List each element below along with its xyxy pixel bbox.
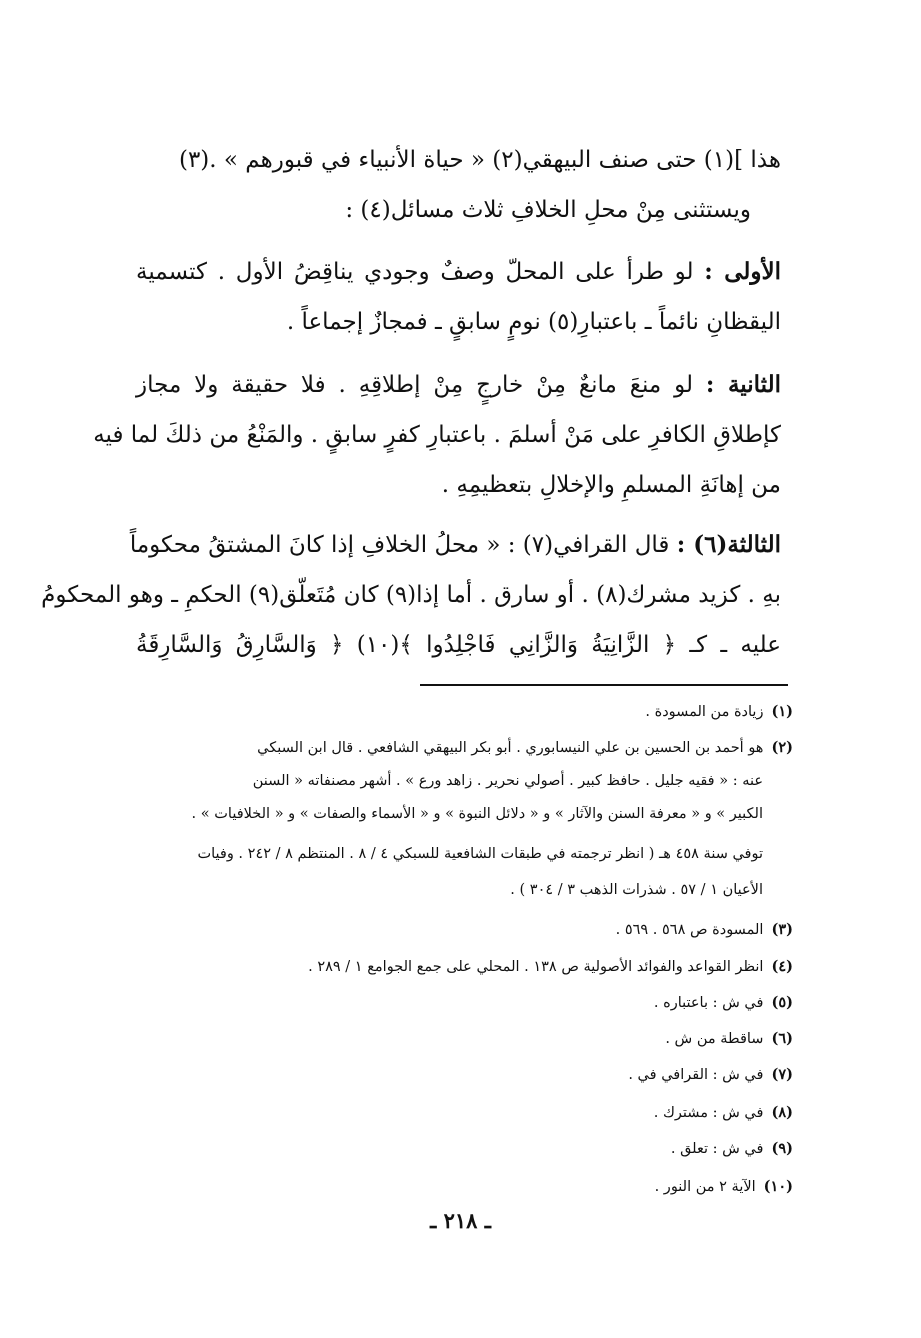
footnote-number: (٩) <box>771 1140 793 1157</box>
footnote-text: انظر القواعد والفوائد الأصولية ص ١٣٨ . المحلي على جمع الجوامع ١ / ٢٨٩ . <box>308 959 764 975</box>
footnote-3 <box>133 918 793 942</box>
footnote-text: في ش : مشترك . <box>653 1105 764 1121</box>
paragraph-second-line-1 <box>136 368 781 402</box>
paragraph-third-line-1 <box>129 528 781 562</box>
footnote-number: (١) <box>771 703 793 720</box>
footnote-4 <box>133 955 793 979</box>
footnote-8 <box>133 1101 793 1125</box>
footnote-2 <box>133 736 793 760</box>
footnote-text: المسودة ص ٥٦٨ . ٥٦٩ . <box>615 922 764 938</box>
paragraph-third-text-1: قال القرافي(٧) : « محلُ الخلافِ إذا كانَ المشتقُ محكوماً <box>129 532 677 558</box>
footnote-2-line-2: عنه : « فقيه جليل . حافظ كبير . أصولي نحرير . زاهد ورع » . أشهر مصنفاته « السنن <box>252 773 763 789</box>
body-line-2: ويستثنى مِنْ محلِ الخلافِ ثلاث مسائل(٤) : <box>345 197 751 223</box>
footnote-text: في ش : تعلق . <box>670 1141 764 1157</box>
footnote-number: (٥) <box>771 994 793 1011</box>
footnote-6 <box>133 1027 793 1051</box>
footnote-number: (٦) <box>771 1030 793 1047</box>
footnote-text: الآية ٢ من النور . <box>654 1179 756 1195</box>
footnote-number: (٤) <box>771 958 793 975</box>
footnote-2-line-5: الأعيان ١ / ٥٧ . شذرات الذهب ٣ / ٣٠٤ ) . <box>510 882 763 898</box>
footnote-number: (٣) <box>771 921 793 938</box>
footnote-1 <box>133 700 793 724</box>
footnote-number: (١٠) <box>763 1178 793 1195</box>
footnote-text: في ش : القرافي في . <box>628 1067 764 1083</box>
paragraph-first-heading: الأولى : <box>704 258 781 285</box>
paragraph-second-line-3: من إهانَةِ المسلمِ والإخلالِ بتعظيمِهِ . <box>441 472 781 498</box>
page-number: ـ ٢١٨ ـ <box>430 1208 491 1233</box>
footnote-text: زيادة من المسودة . <box>645 704 764 720</box>
footnote-text: في ش : باعتباره . <box>653 995 764 1011</box>
paragraph-first-line-1 <box>136 255 781 289</box>
footnote-2-line-3: الكبير » و « معرفة السنن والآثار » و « دلائل النبوة » و « الأسماء والصفات » و « الخلافيات » . <box>191 806 763 822</box>
footnote-number: (٧) <box>771 1066 793 1083</box>
paragraph-third-line-2: بهِ . كزيد مشرك(٨) . أو سارق . أما إذا(٩) كان مُتَعلّق(٩) الحكمِ ـ وهو المحكومُ <box>41 582 781 608</box>
paragraph-third-heading: الثالثة(٦) : <box>676 531 781 558</box>
footnote-7 <box>133 1063 793 1087</box>
footnote-5 <box>133 991 793 1015</box>
footnote-text: ساقطة من ش . <box>665 1031 764 1047</box>
paragraph-first-text-1: لو طرأ على المحلّ وصفٌ وجودي يناقِضُ الأول . كتسمية <box>136 259 705 285</box>
paragraph-second-heading: الثانية : <box>705 371 781 398</box>
paragraph-first-line-2: اليقظانِ نائماً ـ باعتبارِ(٥) نومٍ سابقٍ ـ فمجازٌ إجماعاً . <box>286 309 781 335</box>
paragraph-second-line-2: كإطلاقِ الكافرِ على مَنْ أسلمَ . باعتبارِ كفرٍ سابقٍ . والمَنْعُ من ذلكَ لما فيه <box>93 422 781 448</box>
body-line-1: هذا ](١) حتى صنف البيهقي(٢) « حياة الأنبياء في قبورهم » .(٣) <box>178 147 781 173</box>
footnote-text: هو أحمد بن الحسين بن علي النيسابوري . أبو بكر البيهقي الشافعي . قال ابن السبكي <box>257 740 764 756</box>
footnote-divider <box>420 684 788 686</box>
paragraph-third-line-3: عليه ـ كـ ﴿ الزَّانِيَةُ وَالزَّانِي فَاجْلِدُوا ﴾(١٠) ﴿ وَالسَّارِقُ وَالسَّارِقَةُ <box>136 632 781 658</box>
paragraph-second-text-1: لو منعَ مانعٌ مِنْ خارجٍ مِنْ إطلاقِهِ . فلا حقيقة ولا مجاز <box>136 372 706 398</box>
footnote-2-line-4: توفي سنة ٤٥٨ هـ ( انظر ترجمته في طبقات الشافعية للسبكي ٤ / ٨ . المنتظم ٨ / ٢٤٢ . وفيات <box>197 846 763 862</box>
footnote-9 <box>133 1137 793 1161</box>
footnote-number: (٢) <box>771 739 793 756</box>
footnote-number: (٨) <box>771 1104 793 1121</box>
footnote-10 <box>133 1175 793 1199</box>
